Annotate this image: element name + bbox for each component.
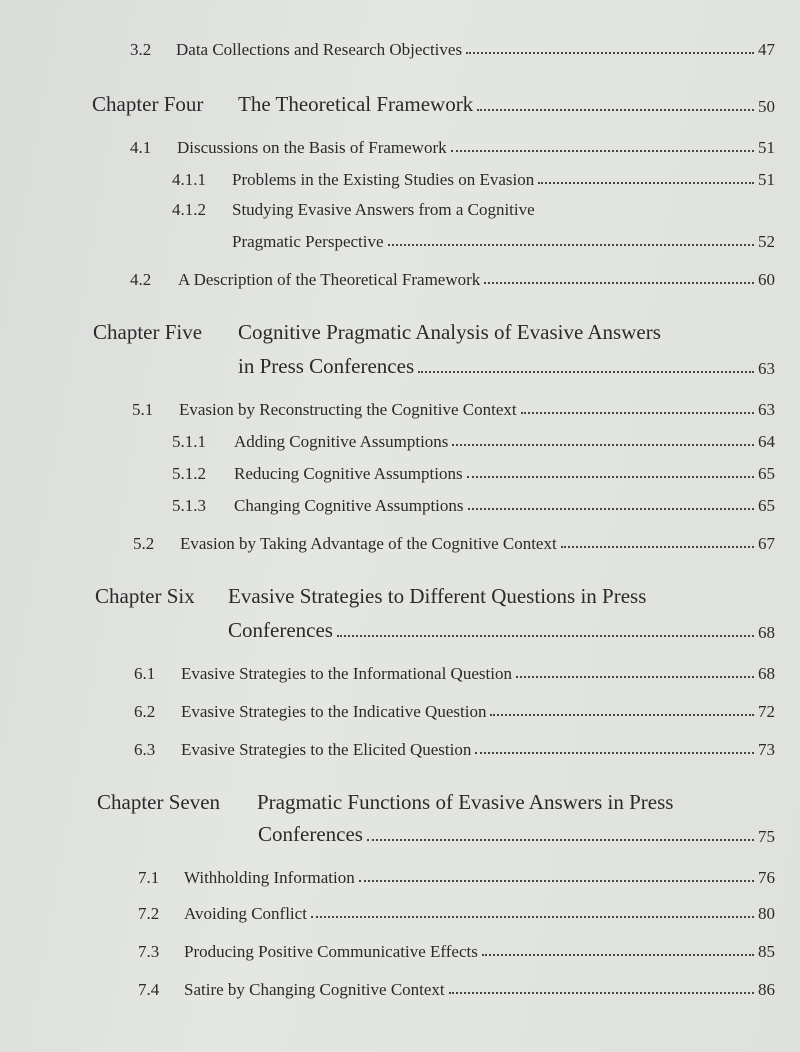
leader-dots — [477, 109, 754, 111]
entry-number: 4.1.1 — [172, 170, 206, 189]
leader-dots — [418, 371, 754, 373]
page-number: 65 — [758, 496, 775, 515]
entry-number: 4.2 — [130, 270, 152, 289]
toc-chapter-entry — [93, 320, 775, 345]
page-number: 67 — [758, 534, 775, 553]
page-number: 60 — [758, 270, 775, 289]
entry-number: 5.1.1 — [172, 432, 206, 451]
entry-number: 7.4 — [138, 980, 160, 999]
leader-dots — [521, 412, 754, 414]
page-number: 68 — [758, 623, 775, 642]
leader-dots — [490, 714, 754, 716]
toc-entry-continuation — [232, 232, 775, 252]
entry-title: Studying Evasive Answers from a Cognitive — [232, 200, 535, 219]
leader-dots — [484, 282, 754, 284]
chapter-title: Cognitive Pragmatic Analysis of Evasive Answers — [238, 320, 661, 344]
leader-dots — [516, 676, 754, 678]
chapter-title-continued: in Press Conferences — [238, 354, 415, 378]
toc-chapter-entry — [95, 584, 775, 609]
entry-title: Producing Positive Communicative Effects — [184, 942, 478, 961]
toc-subentry — [172, 464, 775, 484]
toc-entry — [134, 664, 775, 684]
entry-title: Evasion by Taking Advantage of the Cognitive Context — [180, 534, 557, 553]
page-number: 76 — [758, 868, 775, 887]
leader-dots — [561, 546, 754, 548]
entry-number: 7.2 — [138, 904, 160, 923]
toc-chapter-entry — [92, 92, 775, 117]
entry-title: Evasion by Reconstructing the Cognitive Context — [179, 400, 517, 419]
entry-title: Reducing Cognitive Assumptions — [234, 464, 463, 483]
leader-dots — [449, 992, 754, 994]
page-number: 65 — [758, 464, 775, 483]
toc-entry — [130, 40, 775, 60]
chapter-title-continued: Conferences — [258, 822, 363, 846]
entry-title: Problems in the Existing Studies on Evasion — [232, 170, 535, 189]
entry-title: Satire by Changing Cognitive Context — [184, 980, 445, 999]
leader-dots — [451, 150, 754, 152]
entry-number: 6.1 — [134, 664, 156, 683]
entry-title: Changing Cognitive Assumptions — [234, 496, 464, 515]
entry-title: Avoiding Conflict — [184, 904, 307, 923]
entry-number: 5.1.3 — [172, 496, 206, 515]
chapter-label: Chapter Four — [92, 92, 204, 116]
page-number: 68 — [758, 664, 775, 683]
toc-subentry — [172, 432, 775, 452]
leader-dots — [367, 839, 754, 841]
entry-title: Data Collections and Research Objectives — [176, 40, 463, 59]
leader-dots — [311, 916, 754, 918]
toc-entry — [134, 740, 775, 760]
page-number: 75 — [758, 827, 775, 846]
leader-dots — [467, 476, 754, 478]
chapter-title: The Theoretical Framework — [238, 92, 474, 116]
toc-subentry — [172, 200, 775, 220]
chapter-title-continued: Conferences — [228, 618, 333, 642]
leader-dots — [468, 508, 754, 510]
page-number: 51 — [758, 138, 775, 157]
entry-number: 5.1 — [132, 400, 154, 419]
toc-entry-continuation — [228, 618, 775, 643]
chapter-title: Evasive Strategies to Different Questions in Press — [228, 584, 647, 608]
leader-dots — [482, 954, 754, 956]
entry-number: 7.1 — [138, 868, 160, 887]
entry-number: 5.2 — [133, 534, 155, 553]
leader-dots — [337, 635, 754, 637]
entry-title: Evasive Strategies to the Elicited Question — [181, 740, 472, 759]
toc-subentry — [172, 496, 775, 516]
toc-entry — [132, 400, 775, 420]
entry-number: 7.3 — [138, 942, 160, 961]
entry-number: 4.1 — [130, 138, 152, 157]
entry-number: 3.2 — [130, 40, 152, 59]
page-number: 63 — [758, 400, 775, 419]
page-number: 85 — [758, 942, 775, 961]
chapter-title: Pragmatic Functions of Evasive Answers in Press — [257, 790, 674, 814]
toc-entry — [130, 138, 775, 158]
leader-dots — [538, 182, 754, 184]
entry-number: 4.1.2 — [172, 200, 206, 219]
leader-dots — [475, 752, 754, 754]
entry-title-continued: Pragmatic Perspective — [232, 232, 384, 251]
entry-title: Evasive Strategies to the Informational Question — [181, 664, 512, 683]
page-number: 50 — [758, 97, 775, 116]
toc-entry — [138, 980, 775, 1000]
entry-number: 5.1.2 — [172, 464, 206, 483]
page-number: 73 — [758, 740, 775, 759]
entry-number: 6.2 — [134, 702, 156, 721]
page-number: 52 — [758, 232, 775, 251]
toc-entry — [133, 534, 775, 554]
toc-chapter-entry — [97, 790, 775, 815]
chapter-label: Chapter Five — [93, 320, 203, 344]
entry-title: Withholding Information — [184, 868, 355, 887]
page-number: 51 — [758, 170, 775, 189]
chapter-label: Chapter Seven — [97, 790, 221, 814]
toc-subentry — [172, 170, 775, 190]
entry-title: Discussions on the Basis of Framework — [177, 138, 447, 157]
toc-entry-continuation — [258, 822, 775, 847]
page-number: 63 — [758, 359, 775, 378]
toc-entry — [138, 942, 775, 962]
entry-title: Adding Cognitive Assumptions — [234, 432, 449, 451]
leader-dots — [388, 244, 754, 246]
page-number: 47 — [758, 40, 775, 59]
page-number: 86 — [758, 980, 775, 999]
page-number: 64 — [758, 432, 775, 451]
page-number: 72 — [758, 702, 775, 721]
toc-entry — [130, 270, 775, 290]
toc-entry-continuation — [238, 354, 775, 379]
leader-dots — [466, 52, 754, 54]
toc-entry — [134, 702, 775, 722]
entry-title: A Description of the Theoretical Framework — [178, 270, 481, 289]
chapter-label: Chapter Six — [95, 584, 195, 608]
leader-dots — [452, 444, 754, 446]
entry-title: Evasive Strategies to the Indicative Question — [181, 702, 487, 721]
leader-dots — [359, 880, 754, 882]
entry-number: 6.3 — [134, 740, 156, 759]
toc-entry — [138, 868, 775, 888]
page-number: 80 — [758, 904, 775, 923]
toc-entry — [138, 904, 775, 924]
